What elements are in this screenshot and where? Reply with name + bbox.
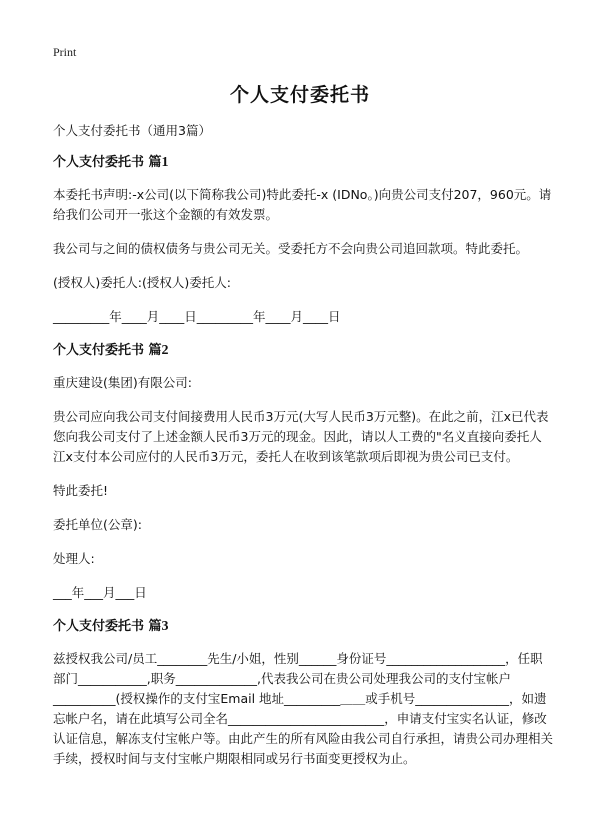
date-signature-line: _________年____月____日_________年____月____日: [53, 309, 341, 324]
page-title: 个人支付委托书: [229, 84, 370, 106]
section-heading: 个人支付委托书 篇1: [53, 155, 169, 170]
paragraph: 委托单位(公章):: [53, 517, 142, 532]
section-heading: 个人支付委托书 篇2: [53, 343, 169, 358]
document-body: [53, 121, 553, 779]
print-label: Print: [53, 45, 77, 59]
paragraph: 我公司与之间的债权债务与贵公司无关。受委托方不会向贵公司追回款项。特此委托。: [53, 241, 529, 256]
section-2: [53, 341, 553, 603]
paragraph: 重庆建设(集团)有限公司:: [53, 375, 192, 390]
date-signature-line: ___年___月___日: [53, 585, 147, 600]
section-heading: 个人支付委托书 篇3: [53, 619, 169, 634]
paragraph: 处理人:: [53, 551, 95, 566]
document-subtitle: 个人支付委托书（通用3篇）: [53, 123, 211, 138]
paragraph: 兹授权我公司/员工________先生/小姐，性别______身份证号___________________，任职部门___________,职务_____________,代表我公司在贵公司处理我公司的支付宝帐户 __________(授权操作的支付宝Email 地址_________＿＿或手机号_______________，如遗忘帐户名，请在此填写公司全名_________________________，申请支付宝实名认证，修改认证信息，解冻支付宝帐户等。由此产生的所有风险由我公司自行承担，请贵公司办理相关手续，授权时间与支付宝帐户期限相同或另行书面变更授权为止。: [53, 651, 554, 766]
paragraph: (授权人)委托人:(授权人)委托人:: [53, 275, 231, 290]
paragraph: 本委托书声明:-x公司(以下简称我公司)特此委托-x (IDNo。)向贵公司支付207，960元。请给我们公司开一张这个金额的有效发票。: [53, 187, 552, 222]
paragraph: 贵公司应向我公司支付间接费用人民币3万元(大写人民币3万元整)。在此之前，江x已代表您向我公司支付了上述金额人民币3万元的现金。因此，请以人工费的"名义直接向委托人江x支付本公司应付的人民币3万元，委托人在收到该笔款项后即视为贵公司已支付。: [53, 409, 549, 464]
section-3: [53, 617, 553, 769]
section-1: [53, 153, 553, 327]
paragraph: 特此委托!: [53, 483, 109, 498]
